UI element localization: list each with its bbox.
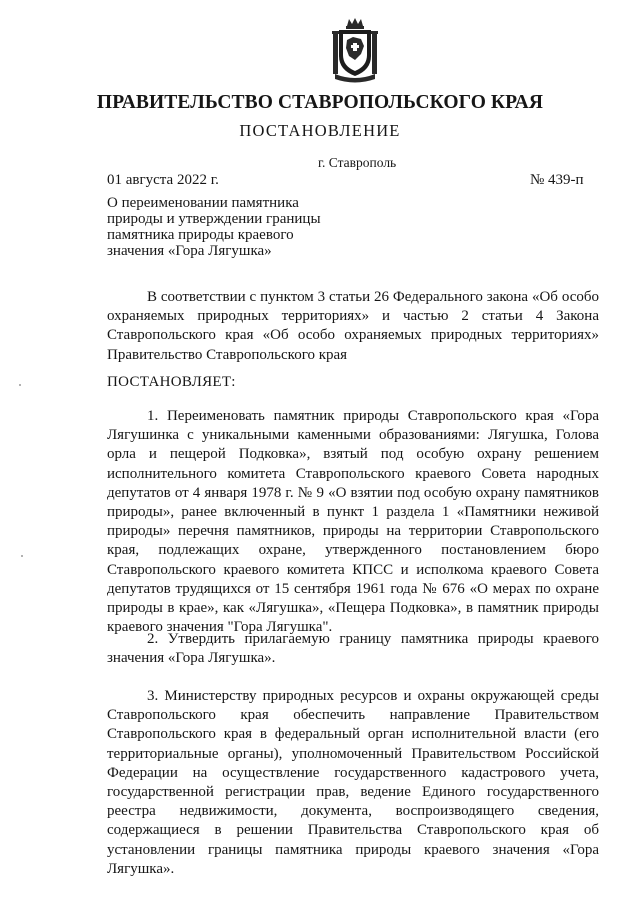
preamble-paragraph: В соответствии с пунктом 3 статьи 26 Федерального закона «Об особо охраняемых природных территориях» и частью 2 статьи 4 Закона Ставропольского края «Об особо охраняемых природных территориях» Правительство Ставропольского края: [107, 289, 599, 363]
subject-line: природы и утверждении границы: [107, 211, 321, 227]
city-label: г. Ставрополь: [318, 155, 397, 170]
scan-speck: [21, 555, 23, 557]
subject-line: памятника природы краевого: [107, 227, 294, 243]
paragraph-3: 3. Министерству природных ресурсов и охраны окружающей среды Ставропольского края обеспечить направление Правительством Ставропольского края в федеральный орган исполнительной власти (его территориальные органы), уполномоченный Правительством Российской Федерации на осуществление государственного кадастрового учета, государственной регистрации прав, ведение Единого государственного реестра недвижимости, документа, воспроизводящего сведения, содержащиеся в решении Правительства Ставропольского края об установлении границы памятника природы краевого значения «Гора Лягушка».: [107, 688, 599, 877]
document-date: 01 августа 2022 г.: [107, 172, 219, 188]
paragraph-2: 2. Утвердить прилагаемую границу памятника природы краевого значения «Гора Лягушка».: [107, 631, 599, 667]
subject-line: значения «Гора Лягушка»: [107, 243, 272, 259]
subject-line: О переименовании памятника: [107, 195, 299, 211]
scan-speck: [19, 384, 21, 386]
paragraph-1: 1. Переименовать памятник природы Ставропольского края «Гора Лягушинка с уникальными каменными образованиями: Лягушка, Голова орла и пещерой Подковка», взятый под особую охрану решением исполнительного комитета Ставропольского краевого Совета народных депутатов от 4 января 1978 г. № 9 «О взятии под особую охрану памятников природы», ранее включенный в пункт 1 раздела 1 «Памятники неживой природы» перечня памятников, природы на территории Ставропольского края, подлежащих охране, утвержденного постановлением бюро Ставропольского краевого комитета КПСС и исполкома краевого Совета депутатов трудящихся от 15 сентября 1961 года № 676 «О мерах по охране природы в крае», как «Лягушка», «Пещера Подковка», в памятник природы краевого значения "Гора Лягушка".: [107, 408, 599, 636]
government-title: ПРАВИТЕЛЬСТВО СТАВРОПОЛЬСКОГО КРАЯ: [96, 92, 544, 113]
document-number: № 439-п: [530, 172, 584, 188]
document-subject: [107, 195, 337, 259]
resolves-heading: ПОСТАНОВЛЯЕТ:: [107, 374, 236, 390]
coat-of-arms-icon: [331, 16, 379, 84]
document-kind: ПОСТАНОВЛЕНИЕ: [239, 121, 401, 140]
